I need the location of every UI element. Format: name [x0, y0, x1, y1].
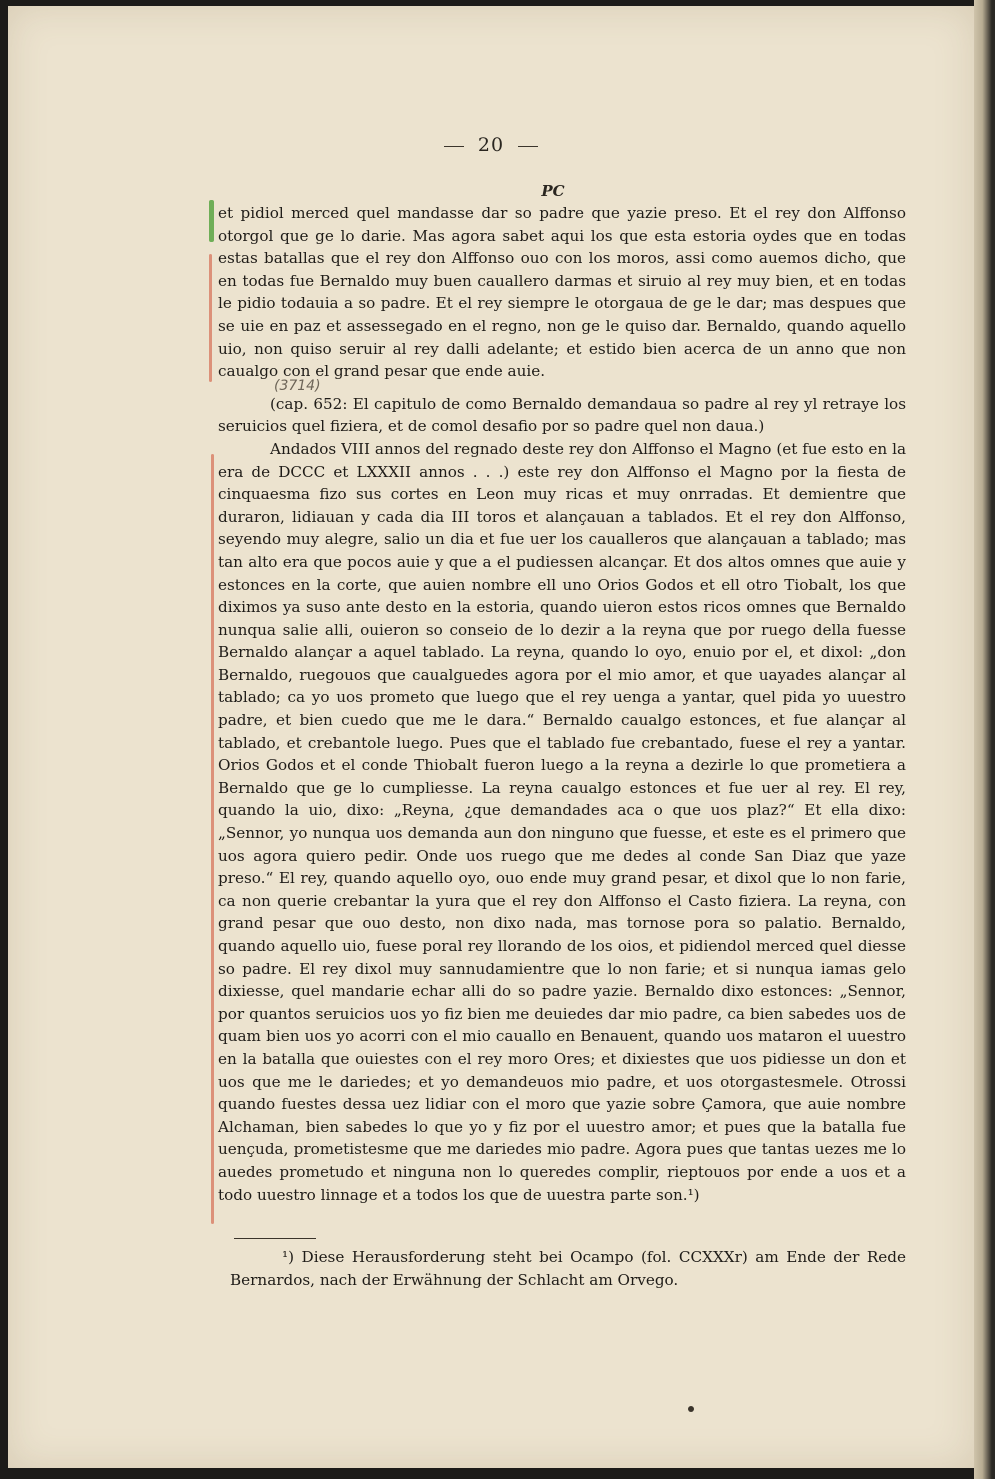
footnote [230, 1246, 906, 1291]
page-number: 20 [477, 134, 505, 156]
page-edge [974, 0, 995, 1479]
paragraph-1: et pidiol merced quel mandasse dar so padre que yazie preso. Et el rey don Alffonso otorgol que ge lo darie. Mas agora sabet aqui los que esta estoria oydes que en todas estas batallas que el rey don Alffonso ouo con los moros, assi como auemos dicho, que en todas fue Bernaldo muy buen cauallero darmas et siruio al rey muy bien, et en todas le pidio todauia a so padre. Et el rey siempre le otorgaua de ge le dar; mas despues que se uie en paz et assessegado en el regno, non ge le quiso dar. Bernaldo, quando aquello uio, non quiso seruir al rey dalli adelante; et estido bien acerca de un anno que non caualgo con el grand pesar que ende auie. [218, 204, 906, 381]
chapter-heading: (cap. 652: El capitulo de como Bernaldo demandaua so padre al rey yl retraye los seruicios quel fiziera, et de comol desafio por so padre quel non daua.) [218, 394, 906, 436]
section-label: PC [541, 182, 565, 200]
paragraph-3: Andados VIII annos del regnado deste rey don Alffonso el Magno (et fue esto en la era de DCCC et LXXXII annos . . .) este rey don Alffonso el Magno por la fiesta de cinquaesma fizo sus cortes en Leon muy ricas et muy onrradas. Et demientre que duraron, lidiauan y cada dia III toros et alançauan a tablados. Et el rey don Alffonso, seyendo muy alegre, salio un dia et fue uer los caualleros que alançauan a tablado; mas tan alto era que pocos auie y que a el pudiessen alcançar. Et dos altos omnes que auie y estonces en la corte, que auien nombre ell uno Orios Godos et ell otro Tiobalt, los que diximos ya suso ante desto en la estoria, quando uieron estos ricos omnes que Bernaldo nunqua salie alli, ouieron so conseio de lo dezir a la reyna que por ruego della fuesse Bernaldo alançar a aquel tablado. La reyna, quando lo oyo, enuio por el, et dixol: „don Bernaldo, ruegouos que caualguedes agora por el mio amor, et que uayades alançar al tablado; ca yo uos prometo que luego que el rey uenga a yantar, quel pida yo uuestro padre, et bien cuedo que me le dara.“ Bernaldo caualgo estonces, et fue alançar al tablado, et crebantole luego. Pues que el tablado fue crebantado, fuese el rey a yantar. Orios Godos et el conde Thiobalt fueron luego a la reyna a dezirle lo que prometiera a Bernaldo que ge lo cumpliesse. La reyna caualgo estonces et fue uer al rey. El rey, quando la uio, dixo: „Reyna, ¿que demandades aca o que uos plaz?“ Et ella dixo: „Sennor, yo nunqua uos demanda aun don ninguno que fuesse, et este es el primero que uos agora quiero pedir. Onde uos ruego que me dedes al conde San Diaz que yaze preso.“ El rey, quando aquello oyo, ouo ende muy grand pesar, et dixol que lo non farie, ca non querie crebantar la yura que el rey don Alffonso el Casto fiziera. La reyna, con grand pesar que ouo desto, non dixo nada, mas tornose pora so palatio. Bernaldo, quando aquello uio, fuese poral rey llorando de los oios, et pidiendol merced quel diesse so padre. El rey dixol muy sannudamientre que lo non farie; et si nunqua iamas gelo dixiesse, quel mandarie echar alli do so padre yazie. Bernaldo dixo estonces: „Sennor, por quantos seruicios uos yo fiz bien me deuiedes dar mio padre, ca bien sabedes uos de quam bien uos yo acorri con el mio cauallo en Benauent, quando uos mataron el uuestro en la batalla que ouiestes con el rey moro Ores; et dixiestes que uos pidiesse un don et uos que me le dariedes; et yo demandeuos mio padre, et uos otorgastesmele. Otrossi quando fuestes dessa uez lidiar con el moro que yazie sobre Çamora, que auie nombre Alchaman, bien sabedes lo que yo y fiz por el uuestro amor; et pues que la batalla fue uençuda, prometistesme que me dariedes mio padre. Agora pues que tantas uezes me lo auedes prometudo et ninguna non lo queredes complir, rieptouos por ende a uos et a todo uuestro linnage et a todos los que de uuestra parte son.¹) [218, 439, 906, 1204]
pencil-annotation: (3714) [274, 378, 321, 394]
footnote-rule [234, 1238, 316, 1239]
footnote-text: ¹) Diese Herausforderung steht bei Ocampo (fol. CCXXXr) am Ende der Rede Bernardos, nach der Erwähnung der Schlacht am Orvego. [230, 1248, 906, 1289]
book-page [8, 6, 974, 1468]
header-dash-right [518, 146, 538, 147]
red-margin-mark-2 [211, 454, 214, 1224]
green-margin-mark [209, 200, 214, 242]
header-dash-left [444, 146, 464, 147]
red-margin-mark-1 [209, 254, 212, 382]
body-text [218, 202, 906, 1206]
ink-dot [688, 1406, 694, 1412]
page-header [8, 134, 974, 156]
